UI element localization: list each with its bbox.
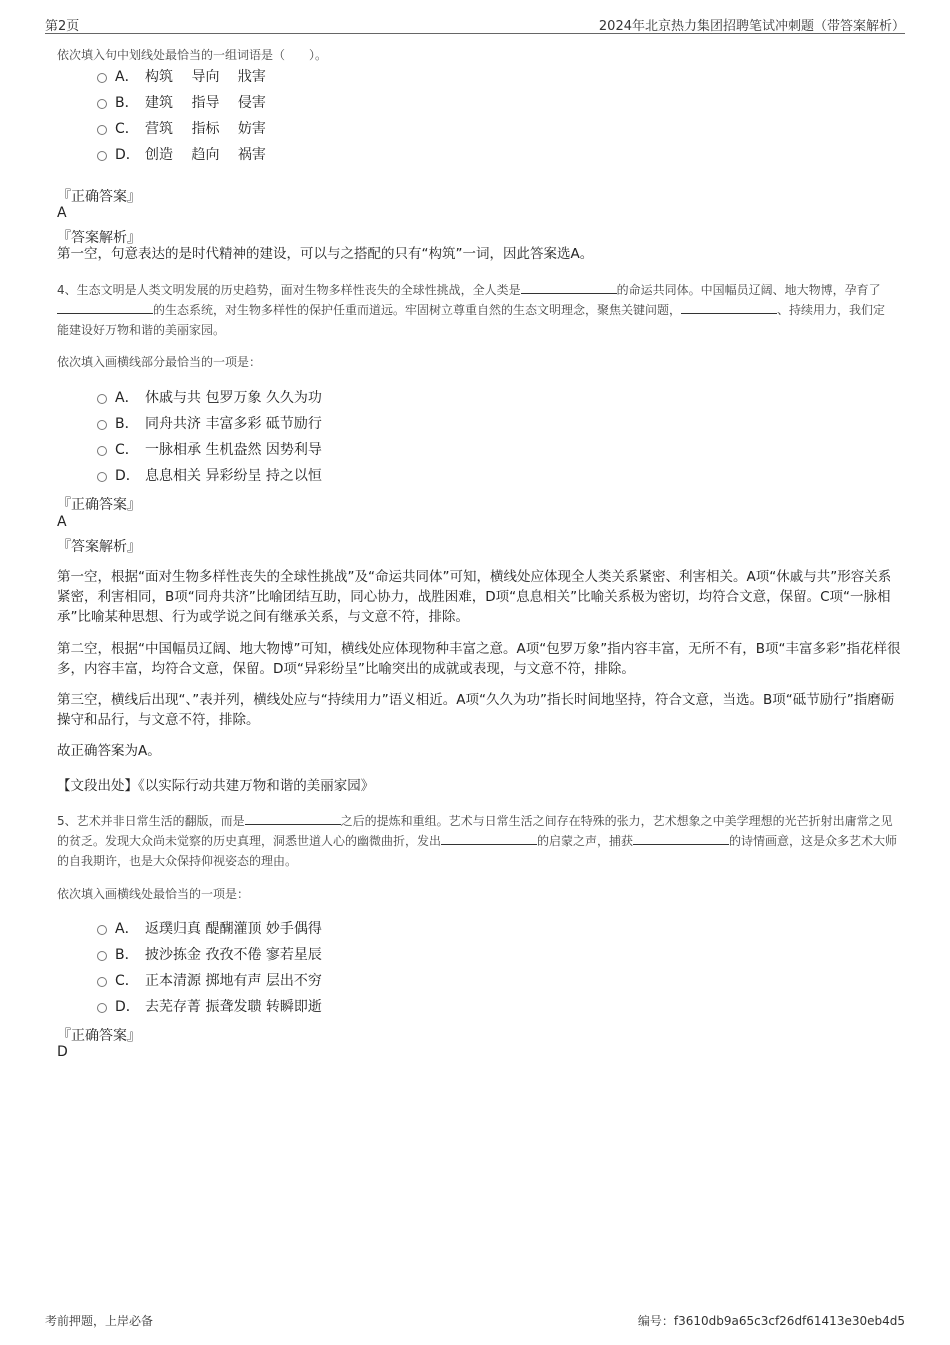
- option-text: 去芜存菁 振聋发聩 转瞬即逝: [145, 999, 322, 1015]
- fill-blank: [633, 832, 729, 845]
- passage-text: 5、艺术并非日常生活的翻版，而是: [57, 814, 245, 828]
- radio-icon[interactable]: [97, 446, 107, 456]
- option-label: C．: [115, 121, 139, 137]
- option-label: B．: [115, 947, 139, 963]
- q4-source: 【文段出处】《以实际行动共建万物和谐的美丽家园》: [57, 778, 375, 794]
- option-text: 披沙拣金 孜孜不倦 寥若星辰: [145, 947, 322, 963]
- q4-answer-heading: 『正确答案』: [57, 497, 141, 513]
- radio-icon[interactable]: [97, 977, 107, 987]
- q3-analysis: 第一空，句意表达的是时代精神的建设，可以与之搭配的只有“构筑”一词，因此答案选A。: [57, 246, 594, 262]
- passage-text: 折射出庸常之见的贫乏。发现大众尚未觉察的历史真理，洞悉世道人心的幽微曲折，发出: [57, 814, 893, 848]
- passage-text: 诗情画意，这是众多艺术大师的自我期许，也是大众保持仰视姿态的理由。: [57, 834, 898, 868]
- fill-blank: [57, 301, 153, 314]
- q4-option-d[interactable]: [97, 466, 322, 486]
- passage-text: 之后的提炼和重组。艺术与日常生活之间存在特殊的张力，艺术想象之中美学理想的光芒: [340, 814, 809, 828]
- q4-passage: [57, 280, 897, 340]
- passage-text: 4、生态文明是人类文明发展的历史趋势，面对生物多样性丧失的全球性挑战，全人类是: [57, 283, 521, 297]
- option-text: 构筑 导向 戕害: [145, 69, 266, 85]
- option-label: D．: [115, 468, 140, 484]
- radio-icon[interactable]: [97, 99, 107, 109]
- option-label: D．: [115, 999, 140, 1015]
- q3-prompt: 依次填入句中划线处最恰当的一组词语是（ ）。: [57, 48, 328, 62]
- header-divider: [45, 33, 905, 34]
- q3-option-b[interactable]: [97, 93, 266, 113]
- q3-answer: A: [57, 205, 67, 221]
- q4-analysis-2: 第二空，根据“中国幅员辽阔、地大物博”可知，横线处应体现物种丰富之意。A项“包罗万象”指内容丰富，无所不有，B项“丰富多彩”指花样很多，内容丰富，均符合文意，保留。D项“异彩纷呈”比喻突出的成就或表现，与文意不符，排除。: [57, 641, 901, 677]
- passage-text: 物博，孕育了: [808, 283, 881, 297]
- passage-text: 的生态系统，对生物多样性的保护任重而道远。牢固树立尊重自然的生态文明理念，聚焦关键问题，: [153, 303, 682, 317]
- fill-blank: [441, 832, 537, 845]
- q4-analysis-1: 第一空，根据“面对生物多样性丧失的全球性挑战”及“命运共同体”可知，横线处应体现全人类关系紧密、利害相关。A项“休戚与共”形容关系紧密，利害相同，B项“同舟共济”比喻团结互助，同心协力，战胜困难，D项“息息相关”比喻关系极为密切，均符合文意，保留。C项“一脉相承”比喻某种思想、行为或学说之间有继承关系，与文意不符，排除。: [57, 569, 892, 625]
- q5-prompt: 依次填入画横线处最恰当的一项是：: [57, 887, 250, 901]
- option-label: B．: [115, 416, 139, 432]
- footer-slogan: 考前押题，上岸必备: [45, 1314, 154, 1328]
- q4-option-c[interactable]: [97, 440, 322, 460]
- radio-icon[interactable]: [97, 925, 107, 935]
- q5-option-c[interactable]: [97, 971, 322, 991]
- q4-analysis-heading: 『答案解析』: [57, 539, 141, 555]
- radio-icon[interactable]: [97, 420, 107, 430]
- fill-blank: [245, 812, 341, 825]
- radio-icon[interactable]: [97, 151, 107, 161]
- radio-icon[interactable]: [97, 394, 107, 404]
- fill-blank: [681, 301, 777, 314]
- q3-analysis-heading: 『答案解析』: [57, 230, 141, 246]
- passage-text: 的启蒙之声，捕获: [537, 834, 634, 848]
- radio-icon[interactable]: [97, 472, 107, 482]
- radio-icon[interactable]: [97, 73, 107, 83]
- option-label: C．: [115, 973, 139, 989]
- option-text: 返璞归真 醍醐灌顶 妙手偶得: [145, 921, 322, 937]
- q4-option-b[interactable]: [97, 414, 322, 434]
- option-text: 正本清源 掷地有声 层出不穷: [145, 973, 322, 989]
- option-label: A．: [115, 69, 139, 85]
- q5-option-a[interactable]: [97, 919, 322, 939]
- radio-icon[interactable]: [97, 125, 107, 135]
- q5-answer: D: [57, 1044, 68, 1060]
- radio-icon[interactable]: [97, 951, 107, 961]
- q4-answer: A: [57, 514, 67, 530]
- q3-option-d[interactable]: [97, 145, 266, 165]
- q3-option-c[interactable]: [97, 119, 266, 139]
- q4-analysis-3: 第三空，横线后出现“、”表并列，横线处应与“持续用力”语义相近。A项“久久为功”指长时间地坚持，符合文意，当选。B项“砥节励行”指磨砺操守和品行，与文意不符，排除。: [57, 692, 895, 728]
- option-text: 创造 趋向 祸害: [145, 147, 266, 163]
- option-text: 息息相关 异彩纷呈 持之以恒: [145, 468, 322, 484]
- q3-answer-heading: 『正确答案』: [57, 189, 141, 205]
- q3-option-a[interactable]: [97, 67, 266, 87]
- option-label: B．: [115, 95, 139, 111]
- option-label: C．: [115, 442, 139, 458]
- q5-option-d[interactable]: [97, 997, 322, 1017]
- option-text: 同舟共济 丰富多彩 砥节励行: [145, 416, 322, 432]
- q4-prompt: 依次填入画横线部分最恰当的一项是：: [57, 355, 262, 369]
- option-label: A．: [115, 390, 139, 406]
- option-text: 营筑 指标 妨害: [145, 121, 266, 137]
- option-text: 休戚与共 包罗万象 久久为功: [145, 390, 322, 406]
- q5-answer-heading: 『正确答案』: [57, 1028, 141, 1044]
- fill-blank: [521, 281, 617, 294]
- option-text: 一脉相承 生机盎然 因势利导: [145, 442, 322, 458]
- q5-passage: [57, 811, 899, 871]
- option-label: A．: [115, 921, 139, 937]
- document-title: 2024年北京热力集团招聘笔试冲刺题（带答案解析）: [598, 19, 905, 34]
- page-number: 第2页: [45, 19, 80, 34]
- passage-text: 的: [729, 834, 742, 848]
- passage-text: 的命运共同体。中国幅员辽阔、地大: [616, 283, 809, 297]
- q5-option-b[interactable]: [97, 945, 322, 965]
- radio-icon[interactable]: [97, 1003, 107, 1013]
- option-label: D．: [115, 147, 140, 163]
- option-text: 建筑 指导 侵害: [145, 95, 266, 111]
- passage-text: 、持续用力，我们定能建设好万物和谐的美丽家园。: [57, 303, 886, 337]
- q4-analysis-4: 故正确答案为A。: [57, 743, 161, 759]
- q4-option-a[interactable]: [97, 388, 322, 408]
- footer-doc-id: 编号：f3610db9a65c3cf26df61413e30eb4d5: [637, 1314, 905, 1328]
